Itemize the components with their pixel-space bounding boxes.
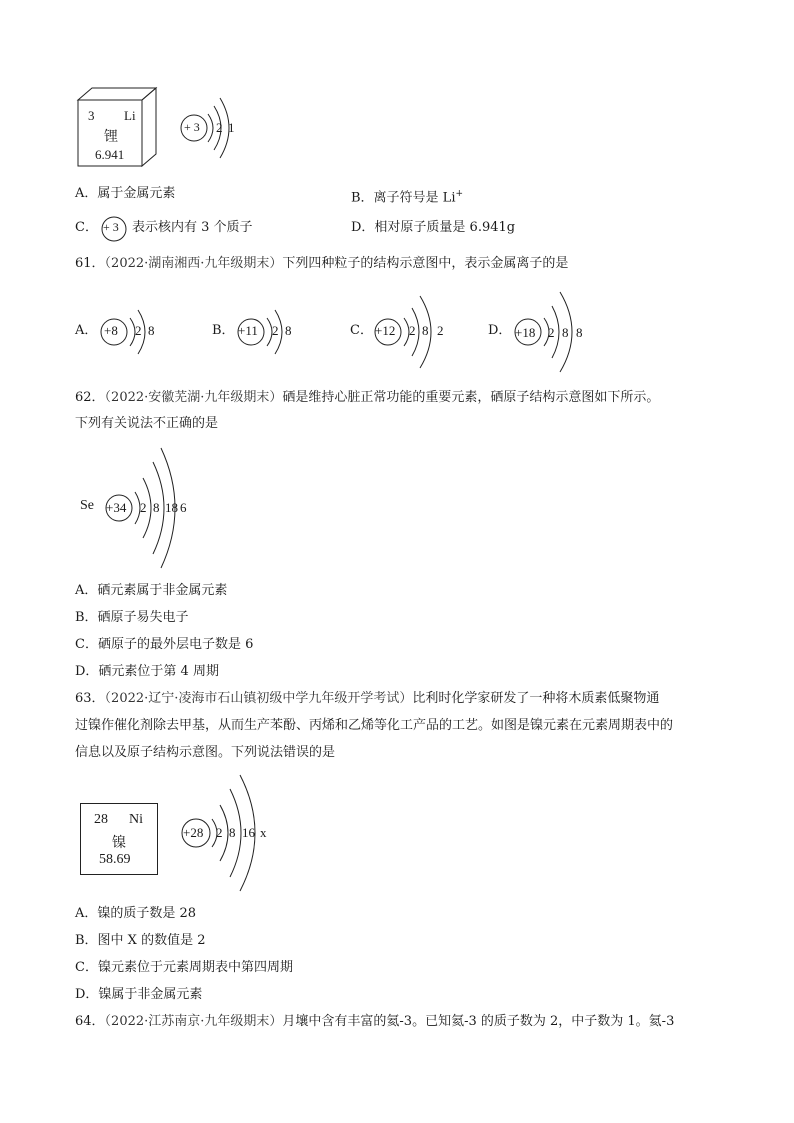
q63-text-1: 比利时化学家研发了一种将木质素低聚物通 (412, 691, 660, 706)
q63-option-b: B．图中 X 的数值是 2 (75, 933, 206, 948)
q64-stem (75, 1013, 674, 1031)
q62-option-c: C．硒原子的最外层电子数是 6 (75, 637, 254, 652)
q61-option-d-shell-1: 2 (548, 325, 555, 340)
nickel-shell-4: x (260, 825, 267, 840)
selenium-shell-4: 6 (180, 500, 187, 515)
nickel-name: 镍 (112, 835, 126, 851)
lithium-name: 锂 (104, 129, 118, 145)
q64-number: 64． (75, 1014, 105, 1029)
q61-option-a-label: A． (75, 323, 98, 338)
q60-option-b-superscript: + (455, 189, 464, 199)
q62-option-a: A．硒元素属于非金属元素 (75, 583, 228, 598)
q61-option-b-label: B． (212, 323, 235, 338)
q63-option-a: A．镍的质子数是 28 (75, 906, 197, 921)
q61-option-c-nucleus: +12 (375, 323, 396, 338)
q60-option-c-label: C． (75, 220, 98, 235)
q61-option-d-nucleus: +18 (515, 325, 536, 340)
q61-option-d-shell-2: 8 (562, 325, 569, 340)
q61-option-a-shell-2: 8 (148, 323, 155, 338)
q61-option-c-label: C． (350, 323, 373, 338)
q63-stem-line-3: 信息以及原子结构示意图。下列说法错误的是 (75, 745, 336, 760)
q62-source: （2022·安徽芜湖·九年级期末） (104, 390, 283, 405)
q63-stem-line-1 (75, 690, 659, 708)
q61-option-c-shell-2: 8 (422, 323, 429, 338)
nickel-symbol: Ni (129, 812, 143, 827)
nickel-shell-3: 16 (242, 825, 255, 840)
q61-option-c-shell-3: 2 (437, 323, 444, 338)
q62-option-b: B．硒原子易失电子 (75, 610, 189, 625)
q61-text: 下列四种粒子的结构示意图中，表示金属离子的是 (282, 256, 569, 271)
q60-option-b (351, 185, 463, 207)
q60-option-c (75, 219, 98, 237)
q64-text: 月壤中含有丰富的氦-3。已知氦-3 的质子数为 2，中子数为 1。氦-3 (282, 1014, 675, 1029)
q60-option-a: A．属于金属元素 (75, 186, 176, 201)
q61-option-a-shell-1: 2 (135, 323, 142, 338)
lithium-mass: 6.941 (95, 147, 125, 162)
q61-option-b-nucleus: +11 (238, 323, 258, 338)
nickel-nucleus: +28 (183, 825, 204, 840)
q61-stem (75, 255, 568, 273)
q60-option-d: D．相对原子质量是 6.941g (351, 220, 516, 235)
q61-option-b-shell-1: 2 (272, 323, 279, 338)
lithium-nucleus-charge: + 3 (184, 120, 200, 134)
q60-option-b-text: B．离子符号是 Li (351, 190, 456, 206)
q61-option-a-nucleus: +8 (104, 323, 118, 338)
q63-option-d: D．镍属于非金属元素 (75, 987, 203, 1002)
q61-option-c-shell-1: 2 (409, 323, 416, 338)
q62-stem-line-1 (75, 389, 659, 407)
selenium-symbol: Se (80, 498, 94, 513)
selenium-shell-2: 8 (153, 500, 160, 515)
nickel-shell-2: 8 (229, 825, 236, 840)
q62-text-1: 硒是维持心脏正常功能的重要元素，硒原子结构示意图如下所示。 (282, 390, 660, 405)
nickel-mass: 58.69 (99, 852, 131, 867)
selenium-shell-3: 18 (165, 500, 178, 515)
selenium-shell-1: 2 (140, 500, 147, 515)
q62-option-d: D．硒元素位于第 4 周期 (75, 664, 219, 679)
q60-option-c-nucleus: + 3 (103, 220, 119, 234)
q60-option-c-text: 表示核内有 3 个质子 (132, 220, 253, 235)
nickel-shell-1: 2 (216, 825, 223, 840)
q63-option-c: C．镍元素位于元素周期表中第四周期 (75, 960, 293, 975)
lithium-symbol: Li (124, 108, 136, 123)
q61-number: 61． (75, 256, 105, 271)
lithium-shell-2: 1 (228, 120, 235, 135)
lithium-shell-1: 2 (216, 120, 223, 135)
q63-stem-line-2: 过镍作催化剂除去甲基，从而生产苯酚、丙烯和乙烯等化工产品的工艺。如图是镍元素在元素周期表中的 (75, 718, 674, 733)
q64-source: （2022·江苏南京·九年级期末） (104, 1014, 283, 1029)
q61-option-b-shell-2: 8 (285, 323, 292, 338)
q62-number: 62． (75, 390, 105, 405)
nickel-atomic-number: 28 (94, 812, 108, 827)
q61-option-d-label: D． (488, 323, 512, 338)
q61-option-d-shell-3: 8 (576, 325, 583, 340)
lithium-atomic-number: 3 (88, 108, 95, 123)
q61-source: （2022·湖南湘西·九年级期末） (104, 256, 283, 271)
q63-number: 63． (75, 691, 105, 706)
q62-stem-line-2: 下列有关说法不正确的是 (75, 416, 219, 431)
q63-source: （2022·辽宁·凌海市石山镇初级中学九年级开学考试） (104, 691, 413, 706)
selenium-nucleus: +34 (106, 500, 127, 515)
